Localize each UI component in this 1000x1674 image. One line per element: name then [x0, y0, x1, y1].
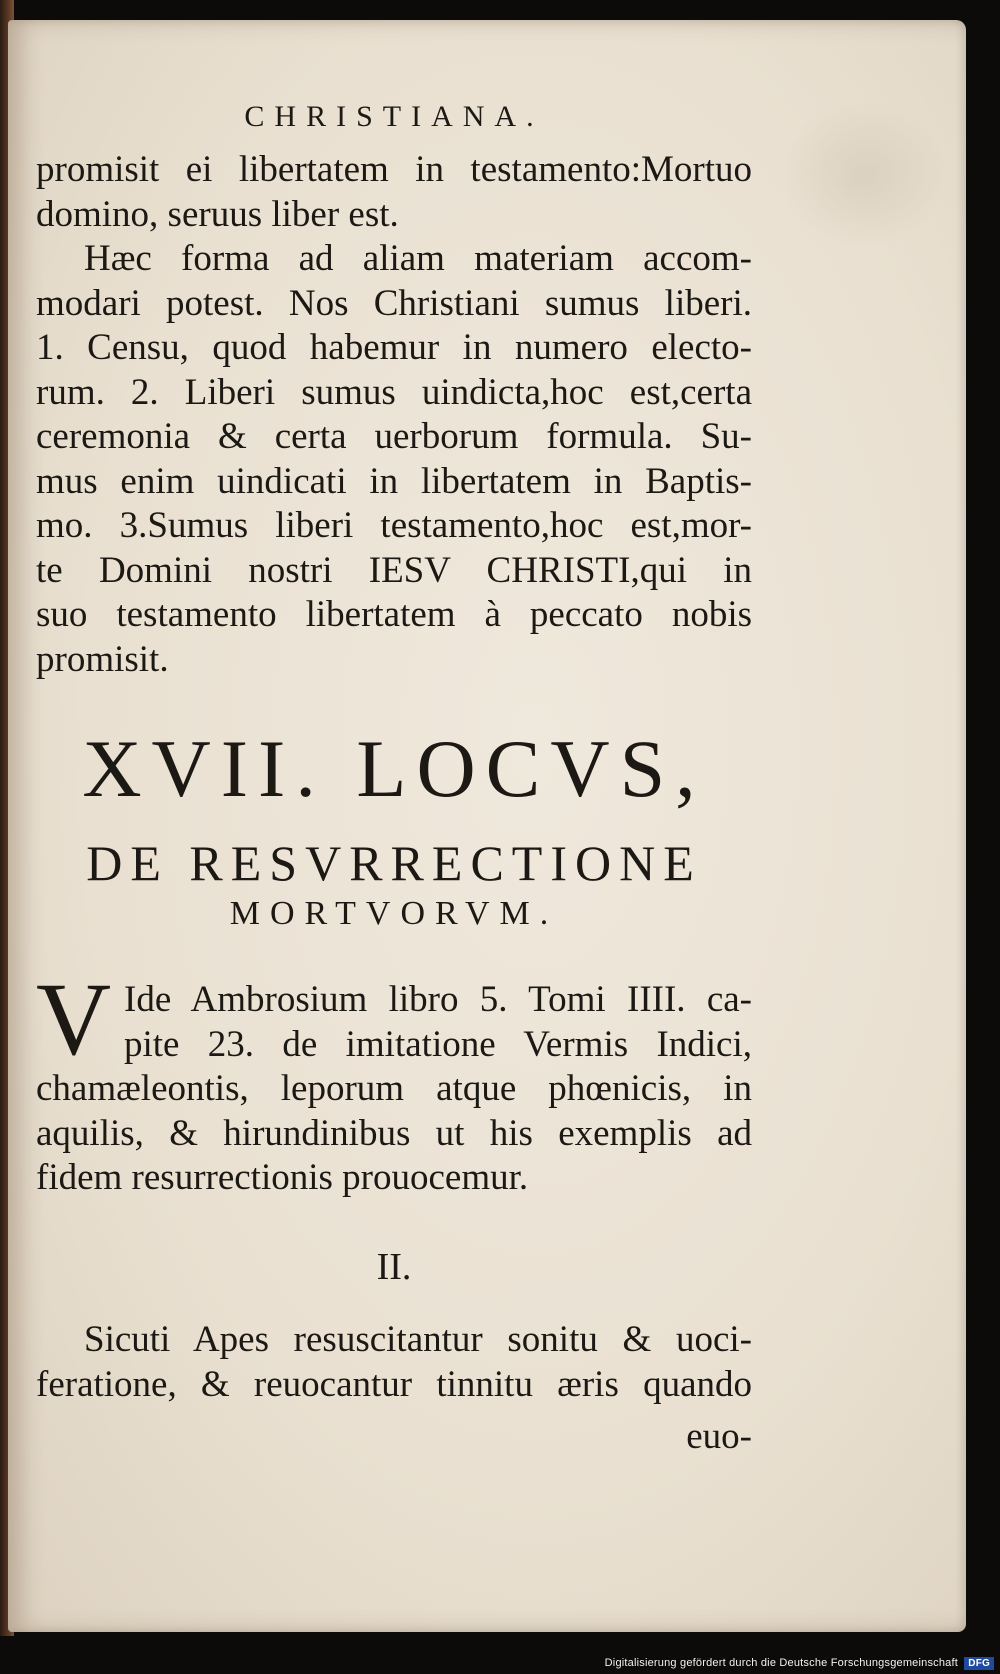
text-line: te Domini nostri IESV CHRISTI,qui in — [36, 549, 752, 591]
text-line: rum. 2. Liberi sumus uindicta,hoc est,certa — [36, 371, 752, 413]
section-heading: XVII. LOCVS, — [82, 723, 706, 814]
running-head: CHRISTIANA. — [244, 100, 544, 133]
digitization-credit — [605, 1657, 994, 1670]
text-line: aquilis, & hirundinibus ut his exemplis ad — [36, 1112, 752, 1154]
section-subheading: DE RESVRRECTIONE — [86, 835, 702, 891]
text-line: Sicuti Apes resuscitantur sonitu & uoci- — [84, 1319, 752, 1360]
text-line: promisit. — [36, 638, 169, 680]
drop-capital: V — [36, 962, 112, 1077]
text-line: Ide Ambrosium libro 5. Tomi IIII. ca- — [124, 979, 752, 1020]
text-line: mo. 3.Sumus liberi testamento,hoc est,mor- — [36, 505, 752, 546]
section-numeral: II. — [376, 1246, 412, 1288]
text-line: promisit ei libertatem in testamento:Mortuo — [36, 149, 752, 190]
text-line: fidem resurrectionis prouocemur. — [36, 1157, 529, 1198]
text-line: chamæleontis, leporum atque phœnicis, in — [36, 1068, 752, 1109]
text-line: modari potest. Nos Christiani sumus liberi. — [36, 282, 752, 324]
text-line: feratione, & reuocantur tinnitu æris quando — [36, 1363, 752, 1405]
paragraph-forma — [36, 237, 752, 682]
show-through-stain — [778, 100, 948, 250]
text-line: pite 23. de imitatione Vermis Indici, — [124, 1023, 752, 1065]
paragraph-ambrosium — [36, 978, 752, 1201]
catchword: euo- — [686, 1416, 752, 1457]
text-line: ceremonia & certa uerborum formula. Su- — [36, 416, 752, 457]
credit-text: Digitalisierung gefördert durch die Deutsche Forschungsgemeinschaft — [604, 1657, 959, 1669]
text-line: mus enim uindicati in libertatem in Baptis- — [36, 460, 752, 502]
text-line: suo testamento libertatem à peccato nobis — [36, 594, 752, 635]
dfg-logo: DFG — [964, 1657, 994, 1670]
paragraph-apes — [36, 1318, 752, 1407]
paragraph-continuation — [36, 148, 752, 237]
section-subheading-2: MORTVORVM. — [229, 895, 559, 932]
text-line: Hæc forma ad aliam materiam accom- — [84, 238, 752, 279]
text-line: domino, seruus liber est. — [36, 193, 399, 235]
text-line: 1. Censu, quod habemur in numero electo- — [36, 327, 752, 368]
